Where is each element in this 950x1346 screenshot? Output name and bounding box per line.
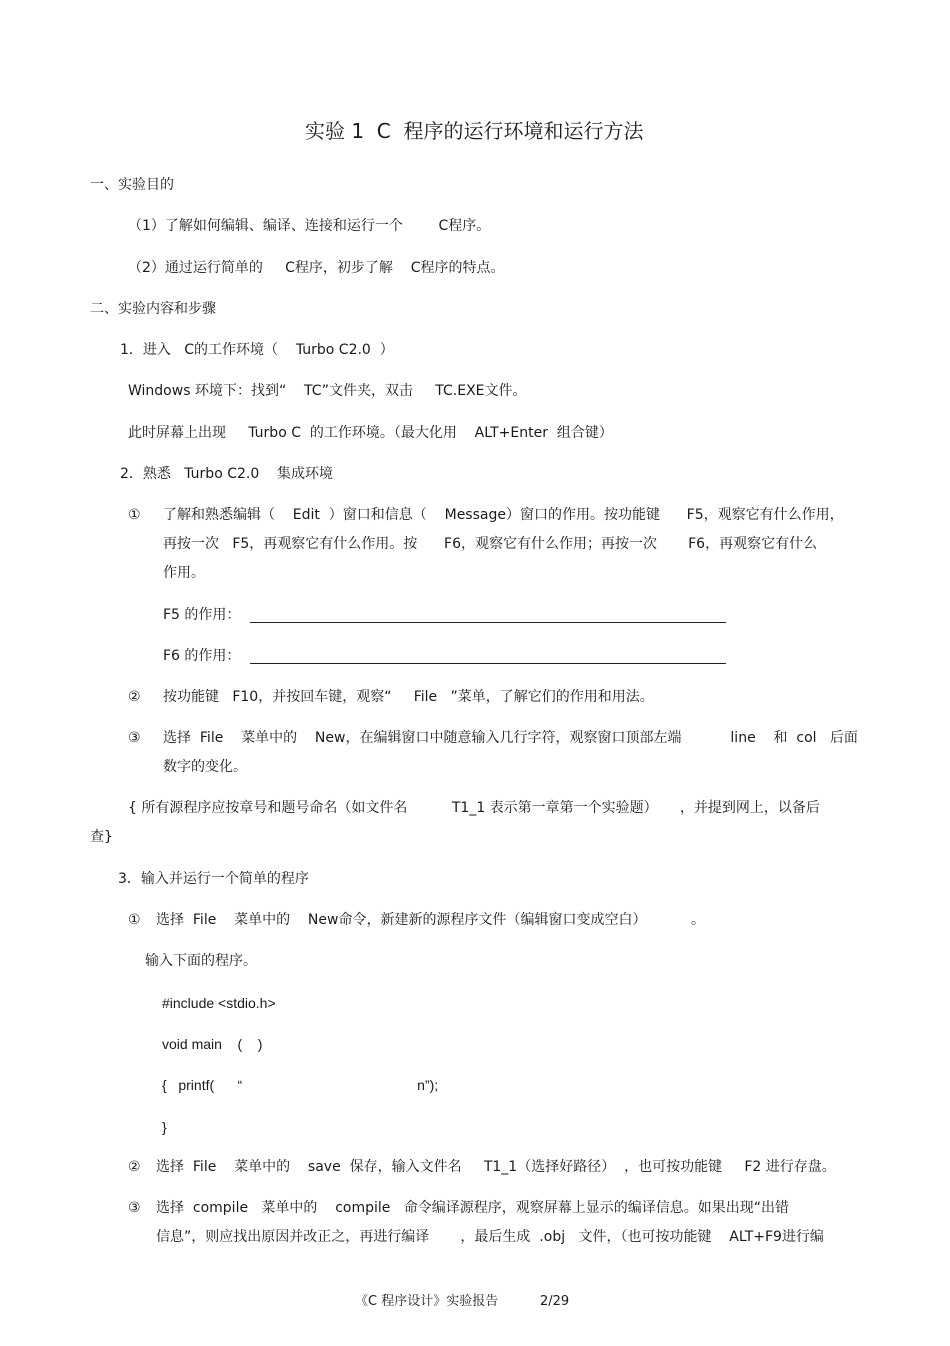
circled-number: ③ bbox=[128, 1200, 141, 1216]
page-title: 实验 1 C 程序的运行环境和运行方法 bbox=[305, 119, 644, 143]
circled-number: ① bbox=[128, 912, 141, 928]
note: 查} bbox=[90, 829, 113, 845]
paragraph: 选择 File 菜单中的 New，在编辑窗口中随意输入几行字符，观察窗口顶部左端 line 和 col 后面 bbox=[163, 730, 858, 746]
paragraph: 选择 File 菜单中的 save 保存，输入文件名 T1_1（选择好路径） ，也可按功能键 F2 进行存盘。 bbox=[156, 1159, 836, 1175]
f5-label: F5 的作用： bbox=[163, 607, 241, 623]
step-heading: 3．输入并运行一个简单的程序 bbox=[118, 871, 309, 887]
paragraph: 输入下面的程序。 bbox=[145, 953, 257, 969]
paragraph: 了解和熟悉编辑（ Edit ）窗口和信息（ Message）窗口的作用。按功能键 F5，观察它有什么作用， bbox=[163, 507, 844, 523]
paragraph: 数字的变化。 bbox=[163, 759, 247, 775]
paragraph: 选择 File 菜单中的 New命令，新建新的源程序文件（编辑窗口变成空白） 。 bbox=[156, 912, 705, 928]
paragraph: 再按一次 F5，再观察它有什么作用。按 F6，观察它有什么作用；再按一次 F6，再观察它有什么 bbox=[163, 536, 818, 552]
paragraph: 选择 compile 菜单中的 compile 命令编译源程序，观察屏幕上显示的编译信息。如果出现“出错 bbox=[156, 1200, 790, 1216]
circled-number: ② bbox=[128, 689, 141, 705]
paragraph: 作用。 bbox=[163, 565, 205, 581]
f5-answer-line bbox=[250, 622, 726, 623]
code-line: } bbox=[162, 1119, 167, 1135]
paragraph: 按功能键 F10，并按回车键，观察“ File ”菜单，了解它们的作用和用法。 bbox=[163, 689, 654, 705]
code-line: #include <stdio.h> bbox=[162, 995, 276, 1011]
paragraph: Windows 环境下：找到“ TC”文件夹，双击 TC.EXE文件。 bbox=[128, 383, 527, 399]
paragraph: （2）通过运行简单的 C程序，初步了解 C程序的特点。 bbox=[128, 260, 505, 276]
footer-title: 《C 程序设计》实验报告 bbox=[355, 1294, 499, 1309]
paragraph: （1）了解如何编辑、编译、连接和运行一个 C程序。 bbox=[128, 218, 491, 234]
paragraph: 信息”，则应找出原因并改正之，再进行编译 ，最后生成 .obj 文件，（也可按功能键 ALT+F9进行编 bbox=[156, 1229, 824, 1245]
paragraph: 此时屏幕上出现 Turbo C 的工作环境。（最大化用 ALT+Enter 组合键） bbox=[128, 425, 613, 441]
f6-answer-line bbox=[250, 663, 726, 664]
step-heading: 2．熟悉 Turbo C2.0 集成环境 bbox=[120, 466, 334, 482]
circled-number: ② bbox=[128, 1159, 141, 1175]
circled-number: ③ bbox=[128, 730, 141, 746]
section-heading: 二、实验内容和步骤 bbox=[90, 301, 216, 317]
page-number: 2/29 bbox=[540, 1294, 570, 1309]
note: { 所有源程序应按章号和题号命名（如文件名 T1_1 表示第一章第一个实验题） ，并提到网上，以备后 bbox=[128, 800, 820, 816]
section-heading: 一、实验目的 bbox=[90, 177, 174, 193]
f6-label: F6 的作用： bbox=[163, 648, 241, 664]
code-line: void main ( ) bbox=[162, 1036, 263, 1052]
circled-number: ① bbox=[128, 507, 141, 523]
step-heading: 1．进入 C的工作环境（ Turbo C2.0 ） bbox=[120, 342, 394, 358]
code-line: { printf( “ n”); bbox=[162, 1077, 439, 1093]
